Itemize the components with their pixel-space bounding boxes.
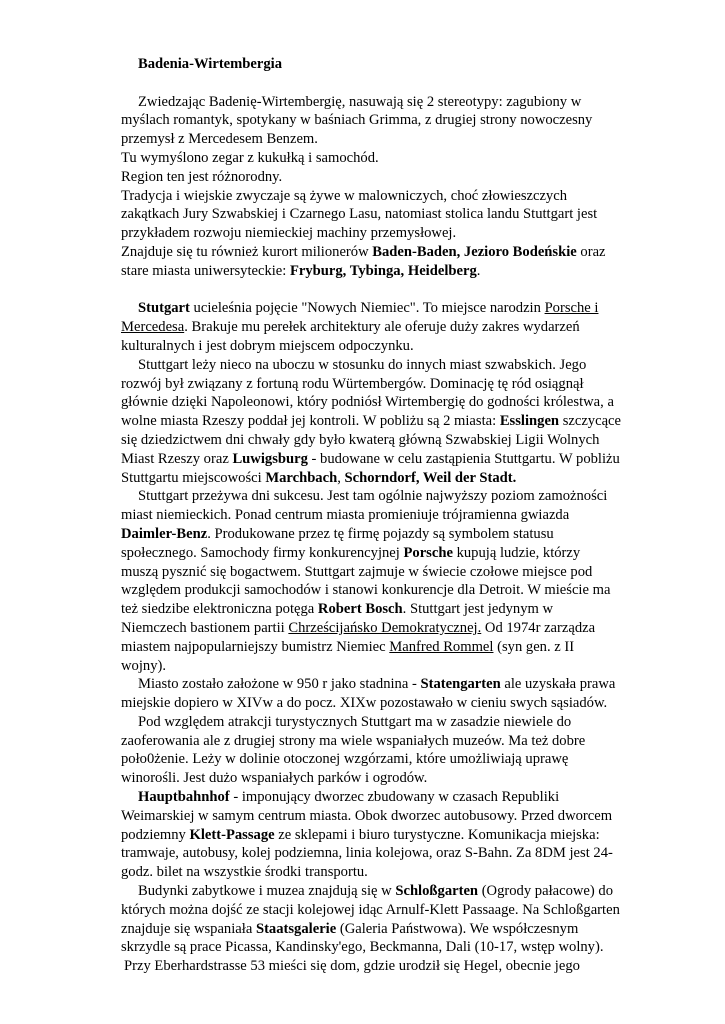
bold-text: Robert Bosch [317,601,403,618]
body-paragraph [121,356,621,488]
text-run: szczycące się dziedzictwem dni chwały gdy było kwaterą główną Szwabskiej Ligii Wolnych Miast Rzeszy oraz [121,413,622,467]
bold-text: Fryburg, Tybinga, Heidelberg [289,262,477,279]
intro-paragraph [121,168,621,187]
intro-section [121,93,621,281]
text-run: Zwiedzając Badenię-Wirtembergię, nasuwają się 2 stereotypy: zagubiony w myślach romantyk, spotykany w baśniach Grimma, z drugiej strony nowoczesny przemysł z Mercedesem Benzem. [121,93,593,148]
body-paragraph [121,957,621,976]
underlined-text: Manfred Rommel [389,638,494,655]
intro-paragraph [121,149,621,168]
intro-paragraph [121,93,621,149]
bold-text: Statengarten [420,676,501,693]
text-run: . Brakuje mu perełek architektury ale oferuje duży zakres wydarzeń kulturalnych i jest dobrym miejscem odpoczynku. [121,319,580,354]
body-paragraph [121,487,621,675]
body-paragraph [121,788,621,882]
text-run: kupują ludzie, którzy muszą pysznić się bogactwem. Stuttgart zajmuje w świecie czołowe miejsce pod względem produkcji samochodów i stanowi konkurencje dla Detroit. W mieście ma też siedzibe elektroniczna potęga [121,544,611,618]
text-run: Stuttgart przeżywa dni sukcesu. Jest tam ogólnie najwyższy poziom zamożności miast niemieckich. Ponad centrum miasta promieniuje trójramienna gwiazda [121,488,608,524]
bold-text: Staatsgalerie [255,920,337,937]
body-paragraph [121,713,621,788]
text-run: . [476,262,481,279]
bold-text: Baden-Baden, Jezioro Bodeńskie [372,243,577,260]
text-run: Budynki zabytkowe i muzea znajdują się w [138,883,396,900]
bold-text: Schorndorf, Weil der Stadt. [344,469,517,486]
text-run: , [337,469,345,486]
underlined-text: Chrześcijańsko Demokratycznej. [288,619,482,636]
text-run: (Ogrody pałacowe) do których można dojść ze stacji kolejowej idąc Arnulf-Klett Passaage. Na Schloßgarten znajduje się wspaniała [121,883,620,937]
text-run: Znajduje się tu również kurort milionerów [121,243,373,260]
text-run: Pod względem atrakcji turystycznych Stuttgart ma w zasadzie niewiele do zaoferowania ale z drugiej strony ma wiele wspaniałych muzeów. Ma też dobre poło0żenie. Leży w dolinie otoczonej wzgórzami, które umożliwiają uprawę winorośli. Jest dużo wspaniałych parków i ogrodów. [121,713,586,787]
text-run: Od 1974r zarządza miastem najpopularniejszy bumistrz Niemiec [121,619,596,655]
text-run: Miasto zostało założone w 950 r jako stadnina - [138,676,421,693]
text-run: Region ten jest różnorodny. [121,168,283,185]
text-run: oraz stare miasta uniwersyteckie: [121,243,606,279]
text-run: Tradycja i wiejskie zwyczaje są żywe w malowniczych, choć złowieszczych zakątkach Jury Szwabskiej i Czarnego Lasu, natomiast stolica landu Stuttgart jest przykładem rozwoju niemieckiej machiny przemysłowej. [121,187,598,242]
underlined-text: Porsche i Mercedesa [121,300,599,336]
body-paragraph [121,675,621,713]
text-run: . Stuttgart jest jedynym w Niemczech bastionem partii [121,601,554,636]
bold-text: Stutgart [138,300,190,317]
bold-text: Esslingen [499,413,560,430]
spacer [121,281,621,300]
text-run: Tu wymyślono zegar z kukułką i samochód. [121,149,379,166]
bold-text: Marchbach [265,469,338,486]
bold-text: Hauptbahnhof [138,789,230,806]
text-run: (Galeria Państwowa). We współczesnym skrzydle są prace Picassa, Kandinsky'ego, Beckmanna, Dali (10-17, wstęp wolny). [121,920,604,956]
body-section [121,299,621,976]
body-paragraph [121,299,621,355]
intro-paragraph [121,243,621,281]
text-run: . Produkowane przez tę firmę pojazdy są symbolem statusu społecznego. Samochody firmy konkurencyjnej [121,525,554,561]
text-run: ucieleśnia pojęcie "Nowych Niemiec". To miejsce narodzin [189,300,545,317]
text-run: (syn gen. z II wojny). [121,638,575,674]
text-run: Przy Eberhardstrasse 53 mieści się dom, gdzie urodził się Hegel, obecnie jego [124,958,580,975]
body-paragraph [121,882,621,957]
spacer [121,74,621,93]
intro-paragraph [121,187,621,243]
bold-text: Daimler-Benz [121,525,208,542]
text-run: - imponujący dworzec zbudowany w czasach Republiki Weimarskiej w samym centrum miasta. Obok dworzec autobusowy. Przed dworcem podziemny [121,789,613,843]
bold-text: Schloßgarten [395,883,479,900]
text-run: Stuttgart leży nieco na uboczu w stosunku do innych miast szwabskich. Jego rozwój był związany z fortuną rodu Würtembergów. Dominację tę ród osiągnął głównie dzięki Napoleonowi, który podniósł Wirtembergię do godności królestwa, a wolne miasta Rzeszy poddał jej kontroli. W pobliżu są 2 miasta: [121,356,614,430]
bold-text: Klett-Passage [189,826,275,843]
text-run: ze sklepami i biuro turystyczne. Komunikacja miejska: tramwaje, autobusy, kolej podziemna, linia kolejowa, oraz S-Bahn. Za 8DM jest 24-godz. bilet na wszystkie środki transportu. [121,826,613,881]
bold-text: Porsche [403,544,453,561]
document-page [121,55,621,976]
bold-text: Luwigsburg [232,450,308,467]
text-run: - budowane w celu zastąpienia Stuttgartu. W pobliżu Stuttgartu miejscowości [121,450,620,486]
text-run: ale uzyskała prawa miejskie dopiero w XIVw a do pocz. XIXw pozostawało w cieniu swych sąsiadów. [121,676,616,712]
document-title: Badenia-Wirtembergia [138,56,283,72]
